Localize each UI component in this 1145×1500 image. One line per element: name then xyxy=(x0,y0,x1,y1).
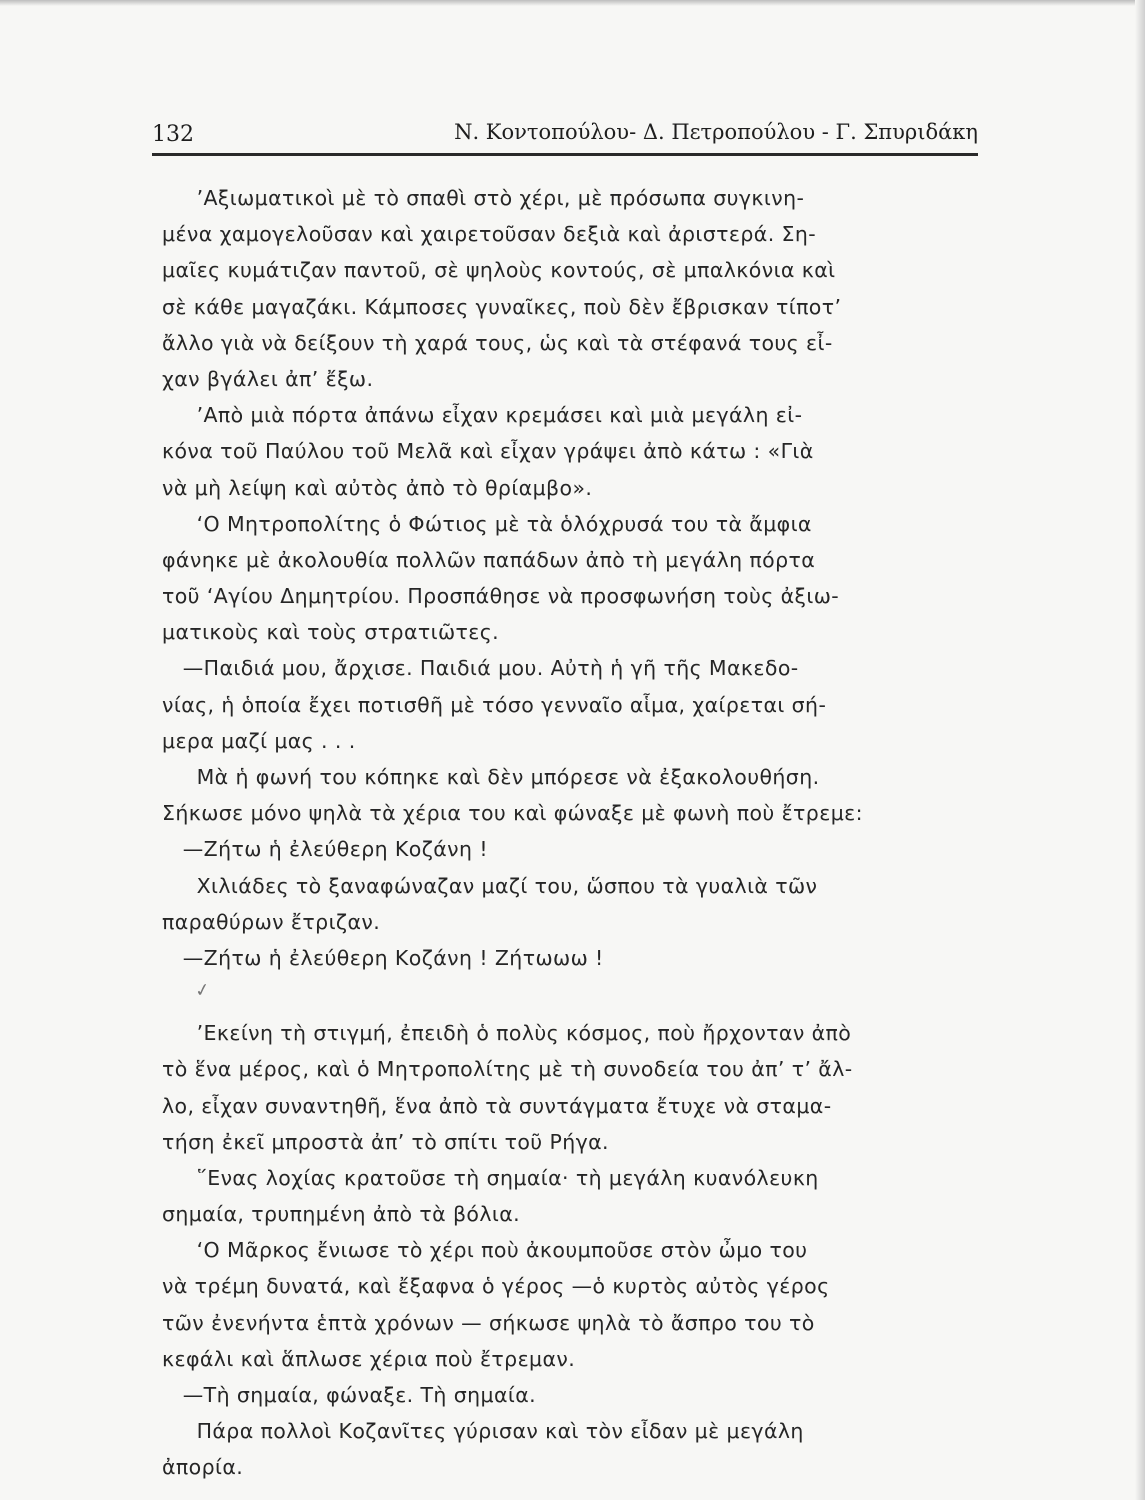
text-line: τῶν ἐνενήντα ἑπτὰ χρόνων — σήκωσε ψηλὰ τὸ ἄσπρο του τὸ xyxy=(162,1310,815,1335)
text-line: ματικοὺς καὶ τοὺς στρατιῶτες. xyxy=(162,620,500,645)
header-rule xyxy=(152,153,978,156)
text-line: κεφάλι καὶ ἅπλωσε χέρια ποὺ ἔτρεμαν. xyxy=(162,1346,576,1371)
text-line: νὰ μὴ λείψη καὶ αὐτὸς ἀπὸ τὸ θρίαμβο». xyxy=(162,475,593,500)
running-head: Ν. Κοντοπούλου- Δ. Πετροπούλου - Γ. Σπυριδάκη xyxy=(454,120,978,144)
text-line: σημαία, τρυπημένη ἀπὸ τὰ βόλια. xyxy=(162,1202,521,1227)
page-header xyxy=(152,120,978,154)
text-line: κόνα τοῦ Παύλου τοῦ Μελᾶ καὶ εἶχαν γράψει ἀπὸ κάτω : «Γιὰ xyxy=(162,439,814,464)
text-line: ἀπορία. xyxy=(162,1455,244,1480)
scan-edge-right xyxy=(1135,0,1145,1500)
text-line: Μὰ ἡ φωνή του κόπηκε καὶ δὲν μπόρεσε νὰ ἐξακολουθήση. xyxy=(162,765,820,789)
text-line: ‘Ο Μητροπολίτης ὁ Φώτιος μὲ τὰ ὁλόχρυσά του τὰ ἄμφια xyxy=(162,511,812,536)
page-number: 132 xyxy=(152,122,194,147)
text-line: τοῦ ‘Αγίου Δημητρίου. Προσπάθησε νὰ προσφωνήση τοὺς ἀξιω- xyxy=(162,584,840,609)
text-line: Πάρα πολλοὶ Κοζανῖτες γύρισαν καὶ τὸν εἶδαν μὲ μεγάλη xyxy=(162,1419,804,1444)
text-line: ‘Ο Μᾶρκος ἔνιωσε τὸ χέρι ποὺ ἀκουμποῦσε στὸν ὦμο του xyxy=(162,1238,808,1263)
text-line: σὲ κάθε μαγαζάκι. Κάμποσες γυναῖκες, ποὺ δὲν ἔβρισκαν τίποτ’ xyxy=(162,294,842,319)
text-line: τὸ ἕνα μέρος, καὶ ὁ Μητροπολίτης μὲ τὴ συνοδεία του ἀπ’ τ’ ἄλ- xyxy=(162,1057,853,1082)
text-line: ῞Ενας λοχίας κρατοῦσε τὴ σημαία· τὴ μεγάλη κυανόλευκη xyxy=(162,1165,819,1190)
text-line: —Τὴ σημαία, φώναξε. Τὴ σημαία. xyxy=(162,1383,537,1407)
text-line: Σήκωσε μόνο ψηλὰ τὰ χέρια του καὶ φώναξε μὲ φωνὴ ποὺ ἔτρεμε: xyxy=(162,801,863,826)
text-line: μερα μαζί μας . . . xyxy=(162,728,356,753)
text-line: —Ζήτω ἡ ἐλεύθερη Κοζάνη ! Ζήτωωω ! xyxy=(162,945,604,970)
text-line: λο, εἶχαν συναντηθῆ, ἕνα ἀπὸ τὰ συντάγματα ἔτυχε νὰ σταμα- xyxy=(162,1093,832,1118)
text-line: μαῖες κυμάτιζαν παντοῦ, σὲ ψηλοὺς κοντούς, σὲ μπαλκόνια καὶ xyxy=(162,258,836,283)
text-line: Χιλιάδες τὸ ξαναφώναζαν μαζί του, ὥσπου τὰ γυαλιὰ τῶν xyxy=(162,873,818,898)
text-line: ἄλλο γιὰ νὰ δείξουν τὴ χαρά τους, ὡς καὶ τὰ στέφανά τους εἶ- xyxy=(162,330,833,355)
text-line: ’Αξιωματικοὶ μὲ τὸ σπαθὶ στὸ χέρι, μὲ πρόσωπα συγκινη- xyxy=(162,186,805,210)
section-gap xyxy=(162,976,992,1015)
text-line: χαν βγάλει ἀπ’ ἔξω. xyxy=(162,366,374,391)
text-line: νίας, ἡ ὁποία ἔχει ποτισθῆ μὲ τόσο γενναῖο αἷμα, χαίρεται σή- xyxy=(162,692,827,717)
body-text xyxy=(162,180,992,1486)
text-line: —Παιδιά μου, ἄρχισε. Παιδιά μου. Αὐτὴ ἡ γῆ τῆς Μακεδο- xyxy=(162,656,799,681)
text-line: —Ζήτω ἡ ἐλεύθερη Κοζάνη ! xyxy=(162,837,488,862)
text-line: μένα χαμογελοῦσαν καὶ χαιρετοῦσαν δεξιὰ καὶ ἀριστερά. Ση- xyxy=(162,222,817,247)
text-line: νὰ τρέμη δυνατά, καὶ ἔξαφνα ὁ γέρος —ὁ κυρτὸς αὐτὸς γέρος xyxy=(162,1274,830,1299)
text-line: φάνηκε μὲ ἀκολουθία πολλῶν παπάδων ἀπὸ τὴ μεγάλη πόρτα xyxy=(162,547,816,572)
text-line: παραθύρων ἔτριζαν. xyxy=(162,909,381,934)
text-line: ’Εκείνη τὴ στιγμή, ἐπειδὴ ὁ πολὺς κόσμος, ποὺ ἤρχονταν ἀπὸ xyxy=(162,1021,852,1046)
text-line: ’Απὸ μιὰ πόρτα ἀπάνω εἶχαν κρεμάσει καὶ μιὰ μεγάλη εἰ- xyxy=(162,403,803,428)
handwritten-checkmark-icon: ✓ xyxy=(193,978,212,1003)
text-line: τήση ἐκεῖ μπροστὰ ἀπ’ τὸ σπίτι τοῦ Ρήγα. xyxy=(162,1129,609,1154)
scan-edge-top xyxy=(0,0,1145,6)
